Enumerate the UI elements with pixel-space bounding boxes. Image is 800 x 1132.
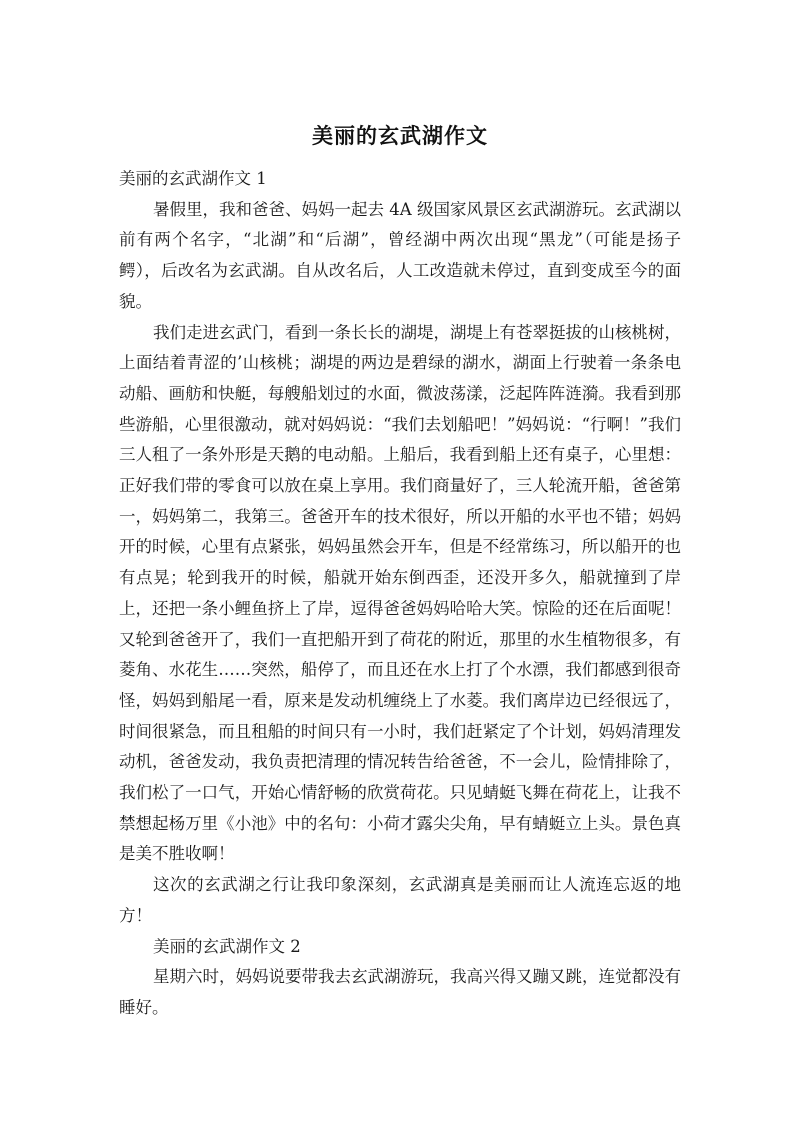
section-heading-1: 美丽的玄武湖作文 1: [119, 169, 267, 188]
document-body: [119, 164, 681, 1024]
page-title: 美丽的玄武湖作文: [312, 124, 488, 148]
section-heading-2: 美丽的玄武湖作文 2: [153, 936, 301, 956]
paragraph-essay-2-start: 星期六时，妈妈说要带我去玄武湖游玩，我高兴得又蹦又跳，连觉都没有睡好。: [119, 967, 681, 1017]
paragraph-boat-trip: 我们走进玄武门，看到一条长长的湖堤，湖堤上有苍翠挺拔的山核桃树，上面结着青涩的’山核桃；湖堤的两边是碧绿的湖水，湖面上行驶着一条条电动船、画舫和快艇，每艘船划过的水面，微波荡漾，泛起阵阵涟漪。我看到那些游船，心里很激动，就对妈妈说：“我们去划船吧！”妈妈说：“行啊！”我们三人租了一条外形是天鹅的电动船。上船后，我看到船上还有桌子，心里想：正好我们带的零食可以放在桌上享用。我们商量好了，三人轮流开船，爸爸第一，妈妈第二，我第三。爸爸开车的技术很好，所以开船的水平也不错；妈妈开的时候，心里有点紧张，妈妈虽然会开车，但是不经常练习，所以船开的也有点晃；轮到我开的时候，船就开始东倒西歪，还没开多久，船就撞到了岸上，还把一条小鲤鱼挤上了岸，逗得爸爸妈妈哈哈大笑。惊险的还在后面呢！又轮到爸爸开了，我们一直把船开到了荷花的附近，那里的水生植物很多，有菱角、水花生……突然，船停了，而且还在水上打了个水漂，我们都感到很奇怪，妈妈到船尾一看，原来是发动机缠绕上了水菱。我们离岸边已经很远了，时间很紧急，而且租船的时间只有一小时，我们赶紧定了个计划，妈妈清理发动机，爸爸发动，我负责把清理的情况转告给爸爸，不一会儿，险情排除了，我们松了一口气，开始心情舒畅的欣赏荷花。只见蜻蜓飞舞在荷花上，让我不禁想起杨万里《小池》中的名句：小荷才露尖尖角，早有蜻蜓立上头。景色真是美不胜收啊！: [119, 322, 681, 864]
paragraph-intro: 暑假里，我和爸爸、妈妈一起去 4A 级国家风景区玄武湖游玩。玄武湖以前有两个名字，“北湖”和“后湖”，曾经湖中两次出现“黑龙”（可能是扬子鳄），后改名为玄武湖。自从改名后，人工改造就未停过，直到变成至今的面貌。: [119, 199, 681, 311]
paragraph-conclusion: 这次的玄武湖之行让我印象深刻，玄武湖真是美丽而让人流连忘返的地方！: [119, 875, 681, 925]
